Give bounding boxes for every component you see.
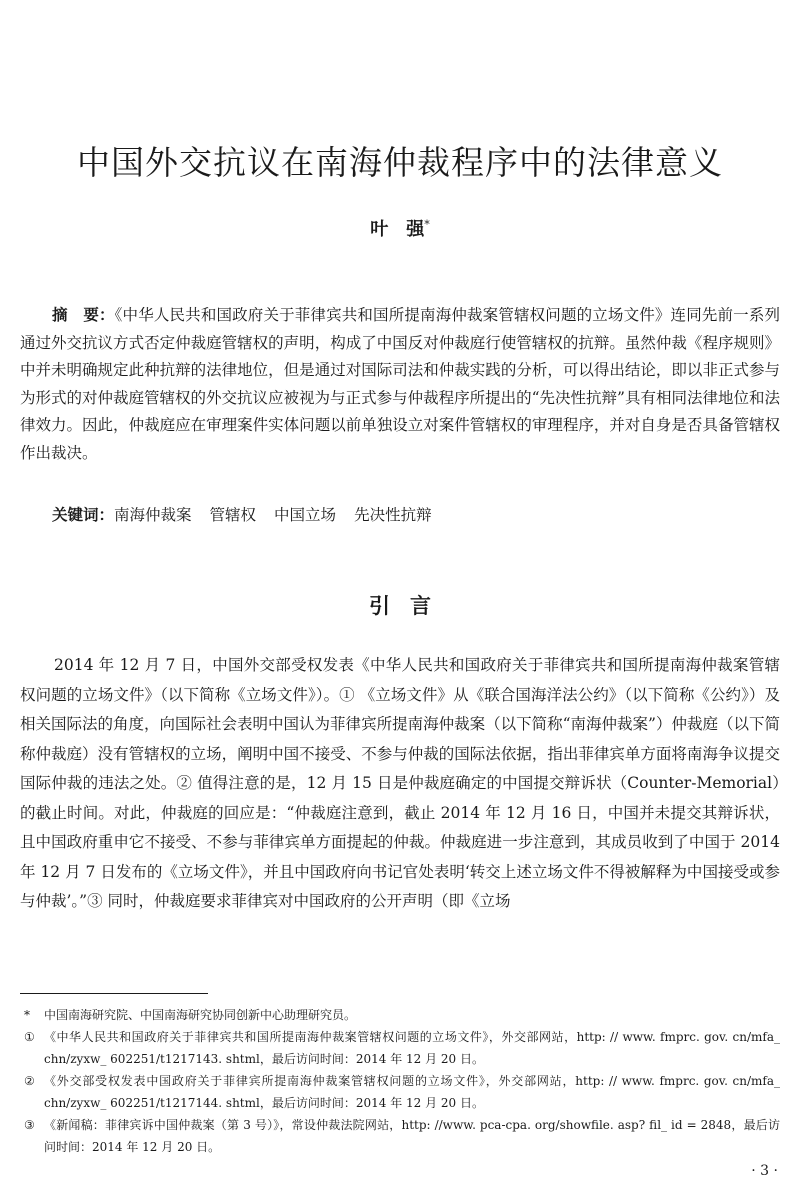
footnote-item bbox=[20, 1070, 780, 1114]
footnote-item bbox=[20, 1026, 780, 1070]
keyword: 中国立场 bbox=[274, 506, 337, 524]
keywords-label: 关键词： bbox=[52, 505, 115, 524]
page-number: · 3 · bbox=[751, 1163, 778, 1179]
abstract bbox=[20, 301, 780, 467]
author-name: 叶 强 bbox=[370, 219, 425, 240]
article-title: 中国外交抗议在南海仲裁程序中的法律意义 bbox=[77, 143, 723, 182]
footnote-item bbox=[20, 1114, 780, 1158]
abstract-label: 摘 要： bbox=[52, 305, 115, 324]
keywords-line bbox=[52, 501, 780, 529]
footnote-text: 中国南海研究院、中国南海研究协同创新中心助理研究员。 bbox=[44, 1008, 357, 1022]
footnote-text: 《外交部受权发表中国政府关于菲律宾所提南海仲裁案管辖权问题的立场文件》，外交部网站，http: // www. fmprc. gov. cn/mfa_ chn/zyxw_ 602251/t1217144. shtml，最后访问时间：2014 年 12 月 20 日。 bbox=[44, 1074, 780, 1110]
footnote-marker: ③ bbox=[24, 1118, 35, 1132]
keyword: 管辖权 bbox=[209, 506, 257, 524]
footnote-marker: ② bbox=[24, 1074, 35, 1088]
keyword: 先决性抗辩 bbox=[354, 506, 432, 524]
footnote-item bbox=[20, 1004, 780, 1026]
footnote-marker: * bbox=[24, 1008, 30, 1022]
footnote-divider bbox=[20, 993, 208, 994]
author-line bbox=[0, 211, 800, 244]
footnote-text: 《中华人民共和国政府关于菲律宾共和国所提南海仲裁案管辖权问题的立场文件》，外交部网站，http: // www. fmprc. gov. cn/mfa_ chn/zyxw_ 602251/t1217143. shtml，最后访问时间：2014 年 12 月 20 日。 bbox=[44, 1030, 780, 1066]
keyword: 南海仲裁案 bbox=[114, 506, 192, 524]
footnotes bbox=[20, 1004, 780, 1158]
author-footnote-mark: * bbox=[424, 218, 430, 231]
body-paragraph: 2014 年 12 月 7 日，中国外交部受权发表《中华人民共和国政府关于菲律宾共和国所提南海仲裁案管辖权问题的立场文件》（以下简称《立场文件》）。① 《立场文件》从《联合国海洋法公约》（以下简称《公约》）及相关国际法的角度，向国际社会表明中国认为菲律宾所提南海仲裁案（以下简称“南海仲裁案”）仲裁庭（以下简称仲裁庭）没有管辖权的立场，阐明中国不接受、不参与仲裁的国际法依据，指出菲律宾单方面将南海争议提交国际仲裁的违法之处。② 值得注意的是，12 月 15 日是仲裁庭确定的中国提交辩诉状（Counter-Memorial）的截止时间。对此，仲裁庭的回应是：“仲裁庭注意到，截止 2014 年 12 月 16 日，中国并未提交其辩诉状，且中国政府重申它不接受、不参与菲律宾单方面提起的仲裁。仲裁庭进一步注意到，其成员收到了中国于 2014 年 12 月 7 日发布的《立场文件》，并且中国政府向书记官处表明‘转交上述立场文件不得被解释为中国接受或参与仲裁’。”③ 同时，仲裁庭要求菲律宾对中国政府的公开声明（即《立场 bbox=[20, 656, 780, 910]
footnote-marker: ① bbox=[24, 1030, 35, 1044]
footnote-text: 《新闻稿：菲律宾诉中国仲裁案（第 3 号）》，常设仲裁法院网站，http: //www. pca-cpa. org/showfile. asp? fil_ id = 2848，最后访问时间：2014 年 12 月 20 日。 bbox=[44, 1118, 780, 1154]
abstract-text: 《中华人民共和国政府关于菲律宾共和国所提南海仲裁案管辖权问题的立场文件》连同先前一系列通过外交抗议方式否定仲裁庭管辖权的声明，构成了中国反对仲裁庭行使管辖权的抗辩。虽然仲裁《程序规则》中并未明确规定此种抗辩的法律地位，但是通过对国际司法和仲裁实践的分析，可以得出结论，即以非正式参与为形式的对仲裁庭管辖权的外交抗议应被视为与正式参与仲裁程序所提出的“先决性抗辩”具有相同法律地位和法律效力。因此，仲裁庭应在审理案件实体问题以前单独设立对案件管辖权的审理程序，并对自身是否具备管辖权作出裁决。 bbox=[20, 306, 780, 462]
section-heading: 引言 bbox=[369, 593, 451, 618]
